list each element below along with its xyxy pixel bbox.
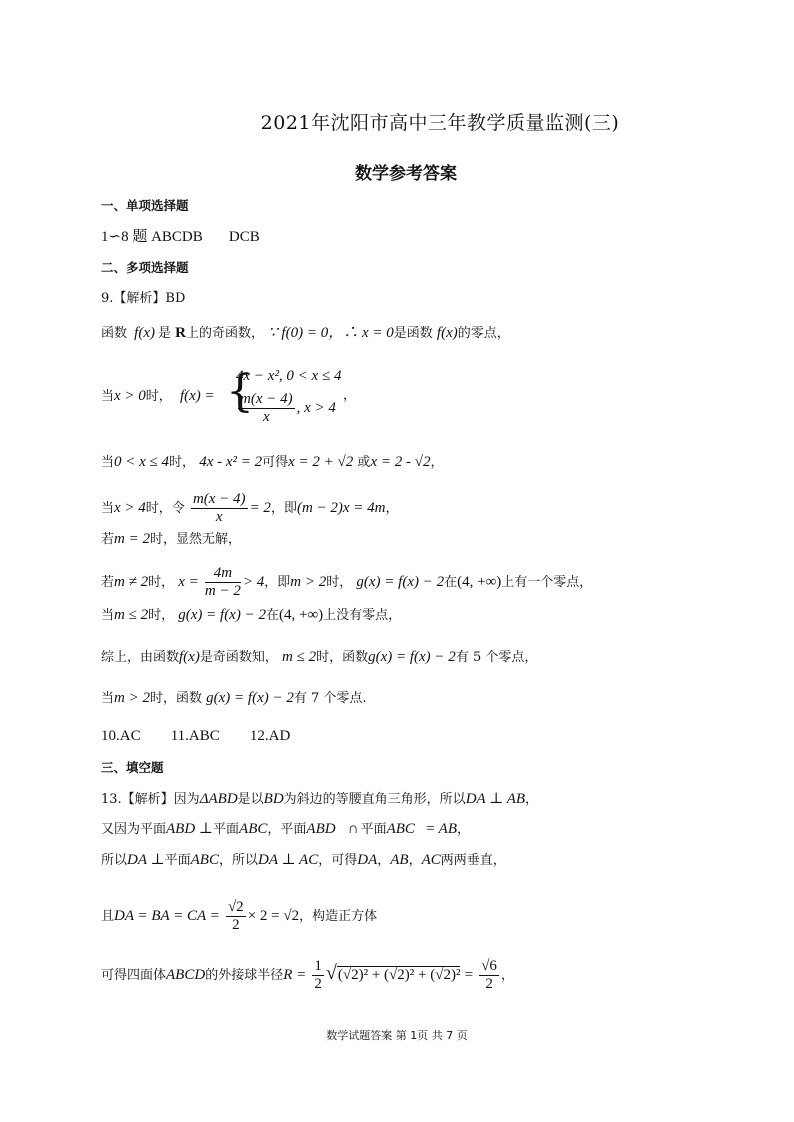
q9-line-9: 当m > 2时，函数 g(x) = f(x) − 2有 7 个零点. (101, 690, 367, 706)
q13-line-4: 且DA = BA = CA = $\frac{√2}{2}$ × 2 = √2，构造正方体 (101, 899, 378, 933)
q13-line-5: 可得四面体ABCD的外接球半径R = $\frac{1}{2}$ √(√2)² + (√2)² + (√2)² = $\frac{√6}{2}$ ， (101, 958, 514, 992)
q13-line-3: 所以DA ⊥平面ABC，所以DA ⊥ AC，可得DA，AB，AC两两垂直， (101, 852, 506, 868)
q13-line-1: 13.【解析】因为ΔABD是以BD为斜边的等腰直角三角形，所以DA ⊥ AB， (101, 791, 539, 807)
q13-line-2: 又因为平面ABD ⊥平面ABC，平面ABD ∩ 平面ABC = AB， (101, 821, 471, 837)
mc-answers: 1∽8 题 ABCDB DCB (101, 229, 260, 245)
q9-line-3: 当0 < x ≤ 4时， 4x - x² = 2可得x = 2 + √2 或x = 2 - √2， (101, 454, 444, 470)
q9-line-7: 当m ≤ 2时， g(x) = f(x) − 2在(4, +∞)上没有零点， (101, 607, 402, 623)
q9-line-4: 当x > 4时，令 $\frac{m(x - 4)}{x}$ = 2，即(m − 2)x = 4m， (101, 491, 399, 525)
section-multi-choice: 二、多项选择题 (101, 260, 189, 275)
answers-10-12: 10.AC 11.ABC 12.AD (101, 728, 291, 744)
q9-line-5: 若m = 2时，显然无解， (101, 531, 241, 547)
q9-line-8: 综上，由函数f(x)是奇函数知， m ≤ 2时，函数g(x) = f(x) − 2有 5 个零点， (101, 649, 538, 665)
piecewise-end: ， (343, 388, 357, 403)
q9-line-2: 当x > 0时， f(x) = (101, 388, 215, 404)
page-footer: 数学试题答案 第 1页 共 7 页 (326, 1029, 468, 1042)
page-subtitle: 数学参考答案 (355, 164, 457, 184)
q9-header: 9.【解析】BD (101, 291, 186, 306)
section-fill-blank: 三、填空题 (101, 760, 164, 775)
q9-line-1: 函数 f(x) 是 R上的奇函数， ∵ f(0) = 0，∴ x = 0是函数 f(x)的零点， (101, 325, 510, 341)
section-single-choice: 一、单项选择题 (101, 198, 189, 213)
q9-line-6: 若m ≠ 2时， x = $\frac{4m}{m - 2}$ > 4，即m > 2时， g(x) = f(x) − 2在(4, +∞)上有一个零点， (101, 565, 593, 599)
piecewise-brace: { (226, 366, 254, 417)
page-title: 2021年沈阳市高中三年教学质量监测(三) (260, 112, 620, 134)
piecewise-case-1: 4x − x², 0 < x ≤ 4 (236, 368, 342, 384)
piecewise-case-2: $\frac{m(x - 4)}{x}$ , x > 4 (240, 391, 336, 425)
